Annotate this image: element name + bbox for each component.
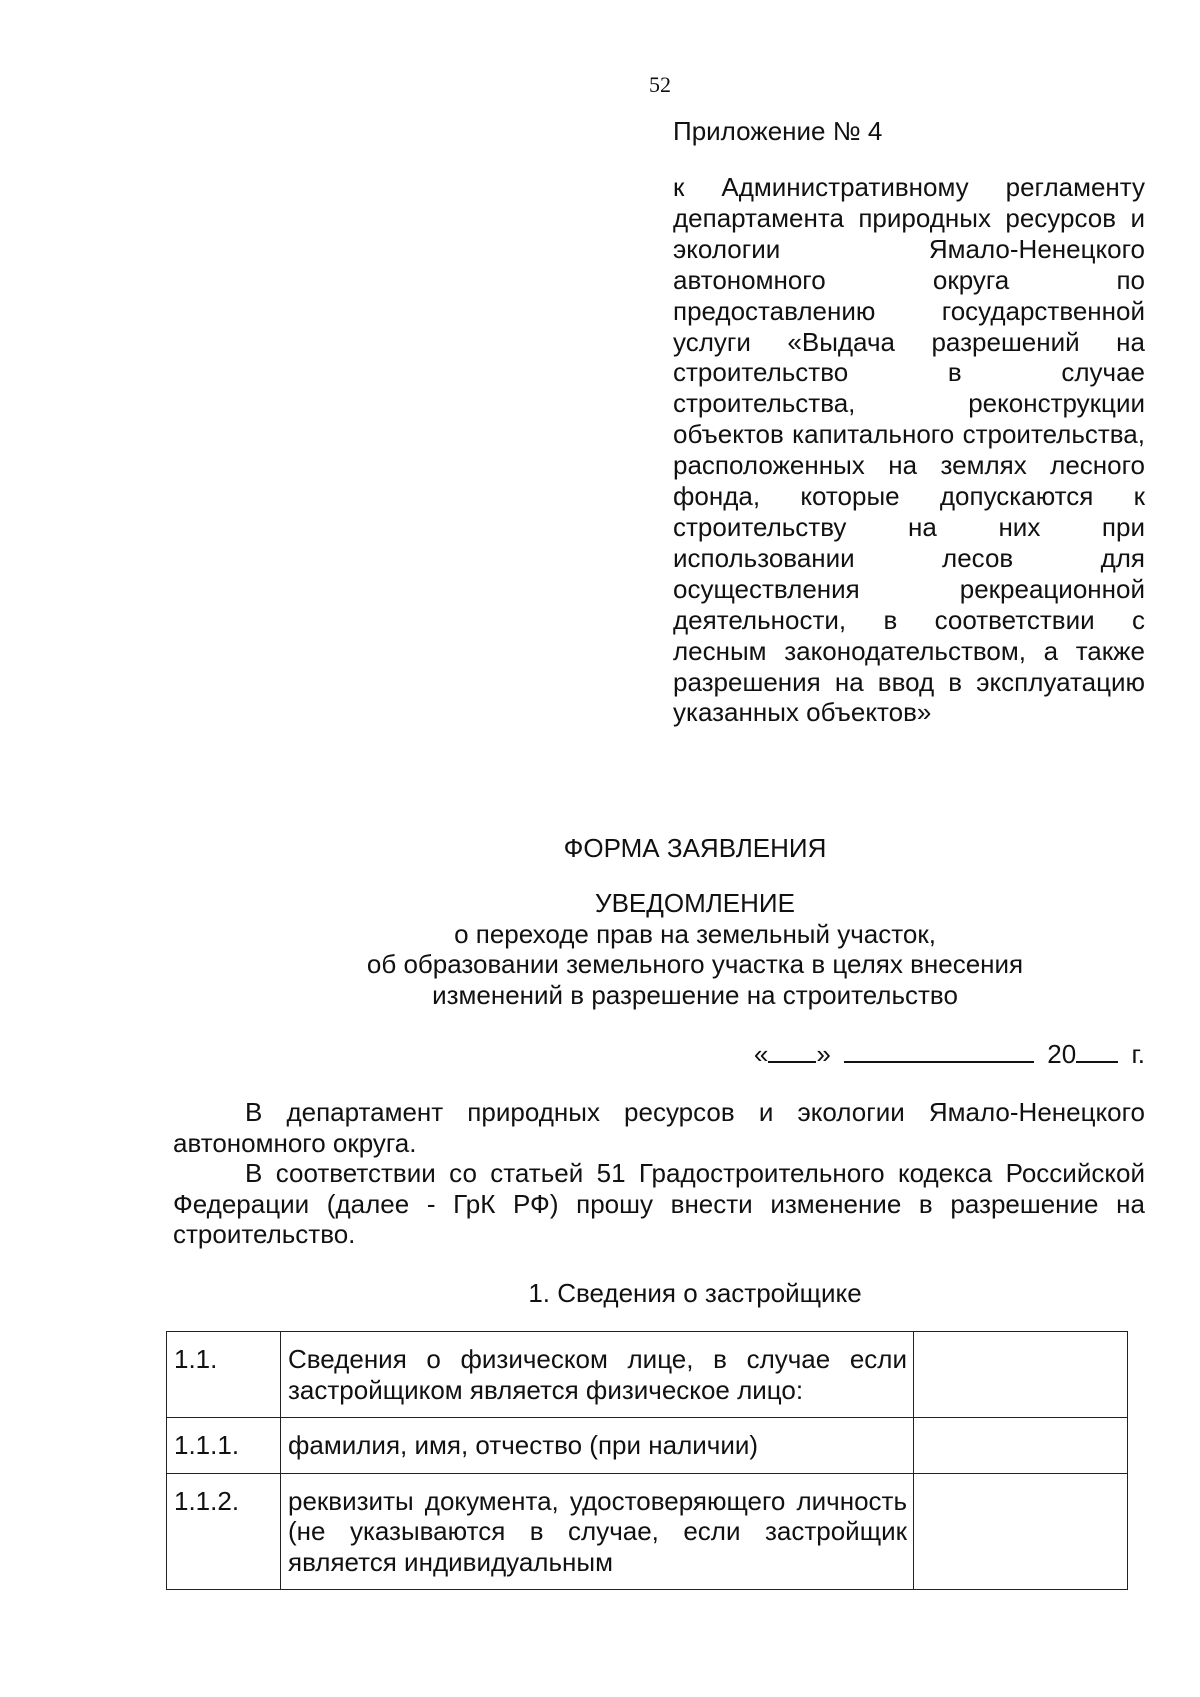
year-suffix: г.	[1131, 1039, 1145, 1069]
table-row	[167, 1418, 1128, 1474]
form-title: ФОРМА ЗАЯВЛЕНИЯ	[563, 833, 827, 863]
row-value-cell[interactable]	[914, 1332, 1128, 1418]
intro-text	[173, 1097, 1145, 1250]
notice-heading: УВЕДОМЛЕНИЕ	[595, 888, 795, 918]
row-number: 1.1.	[167, 1332, 281, 1418]
date-open-quote: «	[753, 1039, 769, 1069]
date-line	[754, 1038, 1145, 1070]
section-heading: 1. Сведения о застройщике	[528, 1278, 862, 1308]
year-blank[interactable]	[1076, 1039, 1118, 1063]
developer-info-table	[166, 1331, 1128, 1590]
day-blank[interactable]	[768, 1039, 816, 1063]
notice-line-3: изменений в разрешение на строительство	[432, 979, 958, 1010]
row-number: 1.1.2.	[167, 1473, 281, 1590]
year-prefix: 20	[1047, 1039, 1077, 1069]
row-description: фамилия, имя, отчество (при наличии)	[281, 1418, 914, 1474]
row-number: 1.1.1.	[167, 1418, 281, 1474]
row-description: реквизиты документа, удостоверяющего личность (не указываются в случае, если застройщик является индивидуальным	[281, 1473, 914, 1590]
notice-line-2: об образовании земельного участка в целях внесения	[366, 949, 1024, 979]
appendix-body: к Административному регламенту департамента природных ресурсов и экологии Ямало-Ненецкого автономного округа по предоставлению государственной услуги «Выдача разрешений на строительство в случае строительства, реконструкции объектов капитального строительства, расположенных на землях лесного фонда, которые допускаются к строительству на них при использовании лесов для осуществления рекреационной деятельности, в соответствии с лесным законодательством, а также разрешения на ввод в эксплуатацию указанных объектов»	[673, 172, 1145, 728]
table-row	[167, 1473, 1128, 1590]
notice-line-1: о переходе прав на земельный участок,	[454, 918, 936, 949]
row-value-cell[interactable]	[914, 1418, 1128, 1474]
intro-paragraph-2: В соответствии со статьей 51 Градостроительного кодекса Российской Федерации (далее - ГрК РФ) прошу внести изменение в разрешение на строительство.	[173, 1158, 1145, 1249]
notice-block	[200, 888, 1190, 1010]
month-blank[interactable]	[844, 1039, 1034, 1063]
table-row	[167, 1332, 1128, 1418]
page-number: 52	[649, 72, 671, 97]
row-value-cell[interactable]	[914, 1473, 1128, 1590]
intro-paragraph-1: В департамент природных ресурсов и экологии Ямало-Ненецкого автономного округа.	[173, 1097, 1145, 1158]
date-close-quote: »	[816, 1039, 831, 1069]
row-description: Сведения о физическом лице, в случае если застройщиком является физическое лицо:	[281, 1332, 914, 1418]
appendix-title: Приложение № 4	[673, 116, 883, 146]
